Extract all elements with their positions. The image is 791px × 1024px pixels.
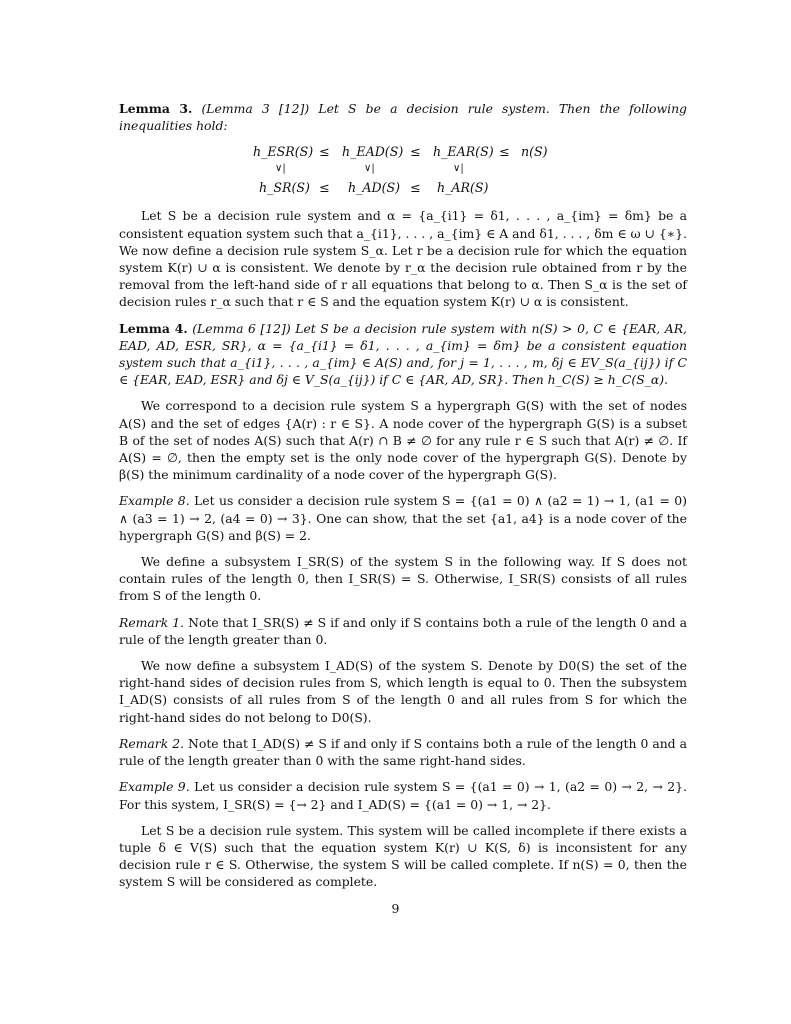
lemma-3-label: Lemma 3. [119,101,193,116]
math-h-ad: h_AD(S) [348,180,401,196]
example-8 [119,492,687,544]
math-n-s: n(S) [521,144,548,160]
lemma-4 [119,320,687,389]
math-le-3: ≤ [499,144,510,160]
math-h-sr: h_SR(S) [259,180,310,196]
math-ge-2: ∨| [364,163,375,175]
example-9 [119,778,687,812]
paragraph-hypergraph: We correspond to a decision rule system S a hypergraph G(S) with the set of nodes A(S) and the set of edges {A(r) : r ∈ S}. A node cover of the hypergraph G(S) is a subset B of the set of nodes A(S) such that A(r) ∩ B ≠ ∅ for any rule r ∈ S such that A(r) ≠ ∅. If A(S) = ∅, then the empty set is the only node cover of the hypergraph G(S). Denote by β(S) the minimum cardinality of a node cover of the hypergraph G(S). [119,398,687,483]
remark-2-text: Note that I_AD(S) ≠ S if and only if S contains both a rule of the length 0 and a rule of the length greater than 0 with the same right-hand sides. [119,735,687,769]
paragraph-subsystem-alpha: Let S be a decision rule system and α = {a_{i1} = δ1, . . . , a_{im} = δm} be a consistent equation system such that a_{i1}, . . . , a_{im} ∈ A and δ1, . . . , δm ∈ ω ∪ {∗}. We now define a decision rule system S_α. Let r be a decision rule for which the equation system K(r) ∪ α is consistent. We denote by r_α the decision rule obtained from r by the removal from the left-hand side of r all equations that belong to α. Then S_α is the set of decision rules r_α such that r ∈ S and the equation system K(r) ∪ α is consistent. [119,208,687,310]
paragraph-isr: We define a subsystem I_SR(S) of the system S in the following way. If S does not contain rules of the length 0, then I_SR(S) = S. Otherwise, I_SR(S) consists of all rules from S of the length 0. [119,554,687,604]
math-h-ar: h_AR(S) [437,180,489,196]
math-le-2: ≤ [410,144,421,160]
remark-1 [119,614,687,648]
example-9-label: Example 9. [119,779,190,795]
page-body [119,100,687,900]
remark-1-label: Remark 1. [119,614,185,630]
page-number: 9 [391,901,400,916]
math-le-5: ≤ [410,180,421,196]
math-h-esr: h_ESR(S) [253,144,314,160]
math-h-ead: h_EAD(S) [342,144,404,160]
paragraph-iad: We now define a subsystem I_AD(S) of the system S. Denote by D0(S) the set of the right-hand sides of decision rules from S, which length is equal to 0. Then the subsystem I_AD(S) consists of all rules from S of the length 0 and all rules from S for which the right-hand sides do not belong to D0(S). [119,658,687,725]
paragraph-complete: Let S be a decision rule system. This system will be called incomplete if there exists a tuple δ ∈ V(S) such that the equation system K(r) ∪ K(S, δ) is inconsistent for any decision rule r ∈ S. Otherwise, the system S will be called complete. If n(S) = 0, then the system S will be considered as complete. [119,822,687,890]
remark-1-text: Note that I_SR(S) ≠ S if and only if S contains both a rule of the length 0 and a rule of the length greater than 0. [119,614,687,647]
example-8-label: Example 8. [119,493,190,509]
example-9-text: Let us consider a decision rule system S = {(a1 = 0) → 1, (a2 = 0) → 2, → 2}. For this system, I_SR(S) = {→ 2} and I_AD(S) = {(a1 = 0) → 1, → 2}. [119,779,687,812]
lemma-4-label: Lemma 4. [119,320,188,336]
remark-2-label: Remark 2. [119,735,185,751]
inequality-display [119,143,687,199]
remark-2 [119,735,687,769]
example-8-text: Let us consider a decision rule system S = {(a1 = 0) ∧ (a2 = 1) → 1, (a1 = 0) ∧ (a3 = 1) → 2, (a4 = 0) → 3}. One can show, that the set {a1, a4} is a node cover of the hypergraph G(S) and β(S) = 2. [119,493,687,543]
math-ge-3: ∨| [453,163,464,175]
math-h-ear: h_EAR(S) [433,144,494,160]
math-le-1: ≤ [319,144,330,160]
lemma-4-text: (Lemma 6 [12]) Let S be a decision rule system with n(S) > 0, C ∈ {EAR, AR, EAD, AD, ESR, SR}, α = {a_{i1} = δ1, . . . , a_{im} = δm} be a consistent equation system such that a_{i1}, . . . , a_{im} ∈ A(S) and, for j = 1, . . . , m, δj ∈ EV_S(a_{ij}) if C ∈ {EAR, EAD, ESR} and δj ∈ V_S(a_{ij}) if C ∈ {AR, AD, SR}. Then h_C(S) ≥ h_C(S_α). [119,320,687,388]
lemma-3 [119,100,687,134]
math-ge-1: ∨| [275,163,286,175]
lemma-3-text: (Lemma 3 [12]) Let S be a decision rule system. Then the following inequalities hold: [119,101,687,134]
math-le-4: ≤ [319,180,330,196]
